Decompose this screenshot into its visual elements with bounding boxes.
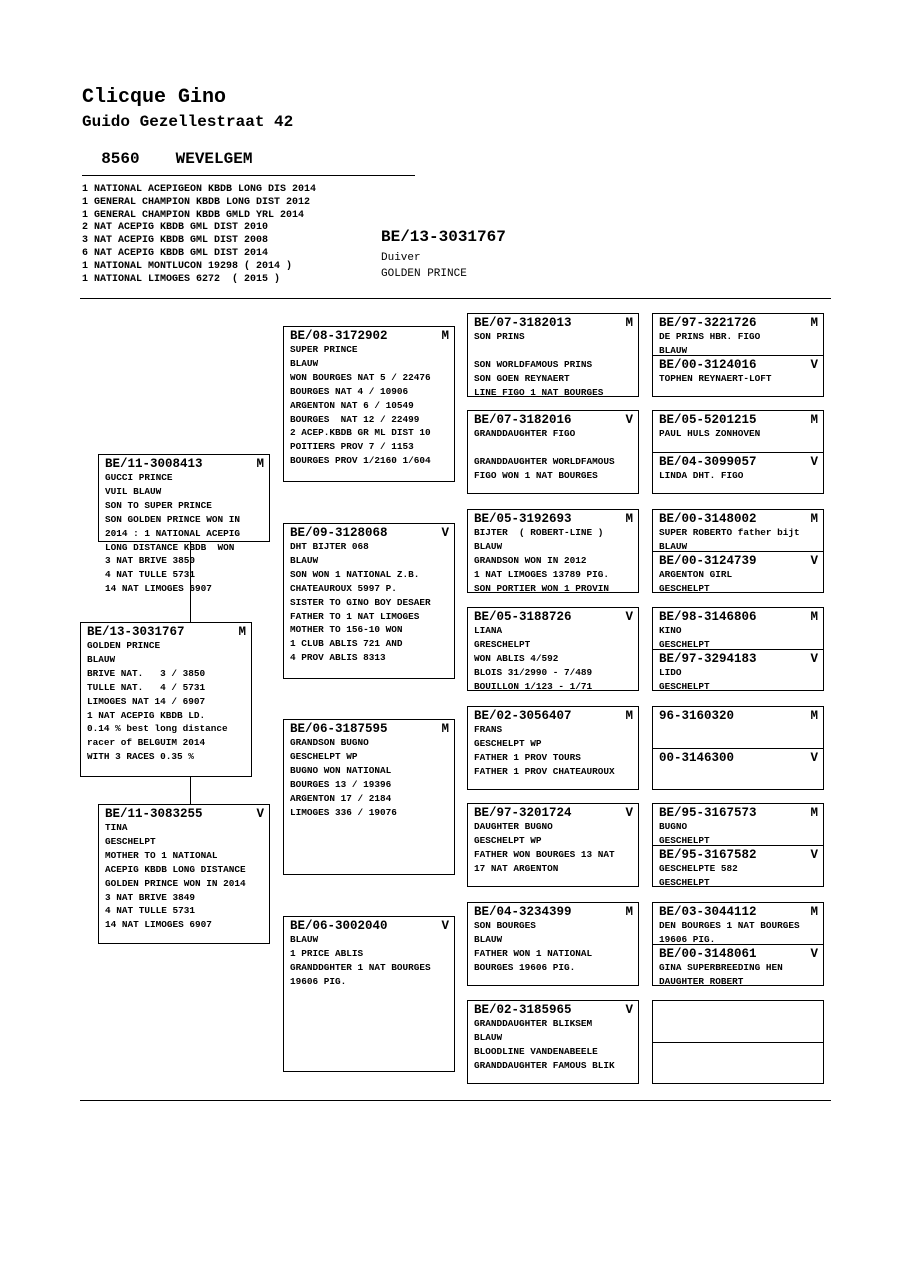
sex-marker: M: [441, 722, 449, 736]
bird-section: [468, 804, 638, 886]
info-line: DAUGHTER ROBERT: [659, 975, 744, 987]
info-line: SON WORLDFAMOUS PRINS: [474, 358, 593, 370]
ring-number: BE/09-3128068: [290, 526, 388, 540]
ring-number: BE/07-3182016: [474, 413, 572, 427]
info-line: racer of BELGUIM 2014: [87, 737, 206, 749]
pedigree-bottom-divider: [80, 1100, 831, 1101]
info-line: LIMOGES NAT 14 / 6907: [87, 695, 206, 707]
info-line: 14 NAT LIMOGES 6907: [105, 919, 212, 931]
info-line: BOURGES PROV 1/2160 1/604: [290, 455, 431, 467]
info-line: POITIERS PROV 7 / 1153: [290, 441, 414, 453]
achievement-item: 1 NATIONAL MONTLUCON 19298 ( 2014 ): [82, 260, 293, 272]
bird-section-dam: [653, 649, 823, 690]
info-line: 1 NAT ACEPIG KBDB LD.: [87, 709, 206, 721]
ring-row: [290, 722, 449, 736]
ring-row: [659, 610, 818, 624]
bird-section-dam: [653, 551, 823, 592]
ring-number: BE/06-3002040: [290, 919, 388, 933]
info-line: 2 ACEP.KBDB GR ML DIST 10: [290, 427, 431, 439]
ring-row: [659, 848, 818, 862]
info-line: GRESCHELPT: [474, 638, 531, 650]
info-line: BLAUW: [87, 653, 116, 665]
sex-marker: V: [810, 848, 818, 862]
ring-row: [659, 806, 818, 820]
subject-sex-label: Duiver: [381, 252, 421, 264]
owner-address: [82, 135, 252, 167]
ring-number: 96-3160320: [659, 709, 735, 723]
info-line: BLAUW: [474, 933, 503, 945]
ring-row: [474, 413, 633, 427]
ring-row: [105, 807, 264, 821]
info-line: BOURGES NAT 4 / 10906: [290, 385, 409, 397]
info-line: GRANDDAUGHTER FAMOUS BLIK: [474, 1059, 615, 1071]
sex-marker: V: [810, 358, 818, 372]
info-line: FATHER TO 1 NAT LIMOGES: [290, 610, 420, 622]
bird-section: [284, 720, 454, 874]
bird-section: [284, 524, 454, 678]
ring-number: BE/95-3167573: [659, 806, 757, 820]
info-line: LIANA: [474, 625, 503, 636]
info-line: 4 NAT TULLE 5731: [105, 569, 196, 581]
info-line: FATHER 1 PROV CHATEAUROUX: [474, 765, 615, 777]
info-line: GESCHELPT: [659, 834, 710, 846]
sex-marker: M: [238, 625, 246, 639]
info-line: GRANDDAUGHTER WORLDFAMOUS: [474, 455, 615, 467]
info-line: BLAUW: [290, 357, 319, 369]
info-line: DEN BOURGES 1 NAT BOURGES: [659, 920, 800, 931]
ring-row: [659, 905, 818, 919]
info-line: BUGNO: [659, 821, 688, 832]
subject-header: [381, 228, 506, 282]
bird-section: [468, 707, 638, 789]
pedigree-box-gen4-6[interactable]: [467, 803, 639, 887]
achievement-item: 2 NAT ACEPIG KBDB GML DIST 2010: [82, 222, 269, 234]
header-divider: [82, 175, 415, 176]
info-line: LINE FIGO 1 NAT BOURGES: [474, 386, 604, 398]
sex-marker: M: [810, 512, 818, 526]
ring-row: [474, 610, 633, 624]
info-line: BUGNO WON NATIONAL: [290, 764, 392, 776]
bird-section-dam: [653, 1042, 823, 1083]
info-line: BOURGES 13 / 19396: [290, 778, 392, 790]
info-line: BLAUW: [659, 540, 688, 552]
ring-row: [474, 1003, 633, 1017]
info-line: GOLDEN PRINCE WON IN 2014: [105, 877, 246, 889]
info-line: GESCHELPT: [659, 680, 710, 692]
ring-number: BE/00-3148002: [659, 512, 757, 526]
pedigree-box-gen3-4[interactable]: [283, 916, 455, 1072]
info-line: BRIVE NAT. 3 / 3850: [87, 667, 206, 679]
pedigree-box-gen1-1[interactable]: [80, 622, 252, 777]
ring-row: [659, 358, 818, 372]
info-line: CHATEAUROUX 5997 P.: [290, 582, 397, 594]
ring-number: BE/05-5201215: [659, 413, 757, 427]
sex-marker: V: [625, 413, 633, 427]
info-line: MOTHER TO 156-10 WON: [290, 624, 403, 636]
info-line: SON PORTIER WON 1 PROVIN: [474, 582, 610, 594]
pedigree-box-gen4-3[interactable]: [467, 509, 639, 593]
sex-marker: V: [810, 652, 818, 666]
bird-section-dam: [653, 748, 823, 789]
owner-city: WEVELGEM: [175, 150, 253, 168]
ring-row: [474, 512, 633, 526]
ring-row: [659, 652, 818, 666]
owner-postal: 8560: [101, 150, 140, 168]
pedigree-box-gen4-8[interactable]: [467, 1000, 639, 1084]
achievement-item: 1 NATIONAL ACEPIGEON KBDB LONG DIS 2014: [82, 184, 317, 195]
ring-number: BE/04-3234399: [474, 905, 572, 919]
info-line: GOLDEN PRINCE: [87, 640, 161, 651]
info-line: BOUILLON 1/123 - 1/71: [474, 680, 593, 692]
ring-number: BE/05-3188726: [474, 610, 572, 624]
pedigree-box-gen4-4[interactable]: [467, 607, 639, 691]
info-line: LIDO: [659, 667, 682, 678]
info-line: 2014 : 1 NATIONAL ACEPIG: [105, 527, 241, 539]
ring-row: [659, 554, 818, 568]
info-line: SISTER TO GINO BOY DESAER: [290, 596, 431, 608]
pedigree-box-gen5-4[interactable]: [652, 607, 824, 691]
ring-number: BE/02-3185965: [474, 1003, 572, 1017]
ring-number: BE/07-3182013: [474, 316, 572, 330]
sex-marker: M: [810, 316, 818, 330]
info-line: 0.14 % best long distance: [87, 723, 228, 735]
info-line: GINA SUPERBREEDING HEN: [659, 962, 783, 973]
bird-section: [468, 903, 638, 985]
pedigree-box-gen3-2[interactable]: [283, 523, 455, 679]
bird-section: [468, 608, 638, 690]
info-line: BOURGES 19606 PIG.: [474, 961, 576, 973]
sex-marker: M: [810, 709, 818, 723]
info-line: BLOIS 31/2990 - 7/489: [474, 666, 593, 678]
owner-name: Clicque Gino: [82, 86, 227, 109]
info-line: ARGENTON GIRL: [659, 569, 733, 580]
ring-number: BE/13-3031767: [87, 625, 185, 639]
bird-section-sire: [653, 510, 823, 551]
sex-marker: M: [625, 709, 633, 723]
sex-marker: V: [625, 1003, 633, 1017]
achievement-item: 6 NAT ACEPIG KBDB GML DIST 2014: [82, 247, 269, 259]
sex-marker: M: [256, 457, 264, 471]
bird-section-dam: [653, 452, 823, 493]
bird-section: [284, 327, 454, 481]
achievement-item: 3 NAT ACEPIG KBDB GML DIST 2008: [82, 235, 269, 247]
info-line: 19606 PIG.: [290, 975, 347, 987]
ring-number: BE/05-3192693: [474, 512, 572, 526]
sex-marker: M: [625, 316, 633, 330]
info-line: GRANDSON BUGNO: [290, 737, 369, 748]
info-line: GRANDDGHTER 1 NAT BOURGES: [290, 961, 431, 973]
info-line: FATHER WON BOURGES 13 NAT: [474, 848, 615, 860]
info-line: GESCHELPT: [105, 835, 156, 847]
sex-marker: V: [810, 947, 818, 961]
pedigree-box-gen4-2[interactable]: [467, 410, 639, 494]
pedigree-box-gen4-1[interactable]: [467, 313, 639, 397]
bird-section-dam: [653, 845, 823, 886]
bird-section: [284, 917, 454, 1071]
ring-number: BE/03-3044112: [659, 905, 757, 919]
info-line: SON BOURGES: [474, 920, 536, 931]
ring-row: [474, 316, 633, 330]
ring-number: BE/06-3187595: [290, 722, 388, 736]
ring-row: [659, 947, 818, 961]
sex-marker: M: [810, 610, 818, 624]
ring-row: [474, 905, 633, 919]
info-line: GRANDDAUGHTER BLIKSEM: [474, 1018, 593, 1029]
info-line: GESCHELPT WP: [474, 834, 542, 846]
bird-section-sire: [653, 314, 823, 355]
bird-section: [81, 623, 251, 776]
bird-section: [468, 510, 638, 592]
pedigree-box-gen5-2[interactable]: [652, 410, 824, 494]
ring-number: BE/00-3124016: [659, 358, 757, 372]
info-line: VUIL BLAUW: [105, 485, 162, 497]
connector-dam: [190, 777, 191, 804]
info-line: FATHER WON 1 NATIONAL: [474, 947, 593, 959]
ring-row: [659, 455, 818, 469]
pedigree-box-gen4-5[interactable]: [467, 706, 639, 790]
ring-number: BE/00-3148061: [659, 947, 757, 961]
info-line: WON BOURGES NAT 5 / 22476: [290, 371, 431, 383]
info-line: LIMOGES 336 / 19076: [290, 806, 397, 818]
sex-marker: V: [441, 919, 449, 933]
ring-row: [290, 919, 449, 933]
ring-row: [290, 329, 449, 343]
info-line: BLAUW: [290, 934, 319, 945]
ring-row: [659, 413, 818, 427]
sex-marker: V: [625, 610, 633, 624]
info-line: ARGENTON NAT 6 / 10549: [290, 399, 414, 411]
bird-section: [99, 805, 269, 943]
info-line: DAUGHTER BUGNO: [474, 821, 553, 832]
achievement-item: 1 GENERAL CHAMPION KBDB LONG DIST 2012: [82, 196, 311, 208]
sex-marker: M: [625, 512, 633, 526]
ring-number: BE/97-3201724: [474, 806, 572, 820]
achievement-item: 1 NATIONAL LIMOGES 6272 ( 2015 ): [82, 273, 281, 285]
pedigree-box-gen3-3[interactable]: [283, 719, 455, 875]
sex-marker: M: [441, 329, 449, 343]
info-line: GESCHELPT WP: [474, 737, 542, 749]
bird-section: [99, 455, 269, 595]
bird-section: [468, 411, 638, 493]
info-line: GESCHELPT: [659, 876, 710, 888]
ring-row: [659, 316, 818, 330]
ring-number: BE/11-3083255: [105, 807, 203, 821]
achievements-list: [82, 184, 316, 286]
ring-number: BE/08-3172902: [290, 329, 388, 343]
sex-marker: V: [256, 807, 264, 821]
pedigree-box-gen5-5[interactable]: [652, 706, 824, 790]
info-line: BLAUW: [474, 1031, 503, 1043]
info-line: [474, 344, 633, 358]
bird-section-dam: [653, 355, 823, 396]
info-line: SON PRINS: [474, 331, 525, 342]
sex-marker: V: [810, 554, 818, 568]
bird-section: [468, 1001, 638, 1083]
bird-section-sire: [653, 608, 823, 649]
bird-section-sire: [653, 411, 823, 452]
info-line: BLAUW: [474, 540, 503, 552]
pedigree-box-gen3-1[interactable]: [283, 326, 455, 482]
ring-number: BE/04-3099057: [659, 455, 757, 469]
info-line: BOURGES NAT 12 / 22499: [290, 413, 420, 425]
info-line: 1 PRICE ABLIS: [290, 947, 364, 959]
info-line: KINO: [659, 625, 682, 636]
info-line: BLAUW: [290, 554, 319, 566]
owner-street: Guido Gezellestraat 42: [82, 113, 294, 131]
subject-ring: BE/13-3031767: [381, 228, 506, 246]
ring-number: 00-3146300: [659, 751, 735, 765]
info-line: LINDA DHT. FIGO: [659, 470, 744, 481]
info-line: TOPHEN REYNAERT-LOFT: [659, 373, 772, 384]
sex-marker: V: [625, 806, 633, 820]
info-line: 1 CLUB ABLIS 721 AND: [290, 638, 403, 650]
info-line: BIJTER ( ROBERT-LINE ): [474, 527, 604, 538]
pedigree-box-gen2-2[interactable]: [98, 804, 270, 944]
ring-row: [659, 751, 818, 765]
info-line: BLOODLINE VANDENABEELE: [474, 1045, 598, 1057]
info-line: PAUL HULS ZONHOVEN: [659, 428, 761, 439]
info-line: 19606 PIG.: [659, 933, 716, 945]
ring-number: BE/97-3294183: [659, 652, 757, 666]
info-line: BLAUW: [659, 344, 688, 356]
info-line: WON ABLIS 4/592: [474, 652, 559, 664]
info-line: FATHER 1 PROV TOURS: [474, 751, 581, 763]
subject-name: GOLDEN PRINCE: [381, 268, 467, 280]
info-line: LONG DISTANCE KBDB WON: [105, 541, 235, 553]
pedigree-top-divider: [80, 298, 831, 299]
info-line: 3 NAT BRIVE 3850: [105, 555, 196, 567]
info-line: GRANDDAUGHTER FIGO: [474, 428, 576, 439]
info-line: ARGENTON 17 / 2184: [290, 792, 392, 804]
achievement-item: 1 GENERAL CHAMPION KBDB GMLD YRL 2014: [82, 209, 305, 221]
pedigree-box-gen5-7[interactable]: [652, 902, 824, 986]
info-line: FRANS: [474, 724, 503, 735]
ring-number: BE/98-3146806: [659, 610, 757, 624]
info-line: SON WON 1 NATIONAL Z.B.: [290, 568, 420, 580]
bird-section-sire: [653, 903, 823, 944]
info-line: 4 NAT TULLE 5731: [105, 905, 196, 917]
ring-row: [659, 709, 818, 723]
ring-number: BE/11-3008413: [105, 457, 203, 471]
pedigree-box-gen5-1[interactable]: [652, 313, 824, 397]
info-line: TINA: [105, 822, 128, 833]
bird-section-sire: [653, 1001, 823, 1042]
sex-marker: M: [810, 413, 818, 427]
info-line: GESCHELPT: [659, 582, 710, 594]
info-line: 17 NAT ARGENTON: [474, 862, 559, 874]
info-line: GESCHELPT WP: [290, 750, 358, 762]
ring-row: [474, 709, 633, 723]
info-line: SUPER ROBERTO father bijt: [659, 527, 800, 538]
info-line: GUCCI PRINCE: [105, 472, 173, 483]
ring-row: [659, 512, 818, 526]
info-line: ACEPIG KBDB LONG DISTANCE: [105, 863, 246, 875]
sex-marker: V: [810, 751, 818, 765]
info-line: GESCHELPTE 582: [659, 863, 738, 874]
pedigree-box-gen5-8[interactable]: [652, 1000, 824, 1084]
sex-marker: V: [810, 455, 818, 469]
info-line: SON TO SUPER PRINCE: [105, 499, 212, 511]
info-line: MOTHER TO 1 NATIONAL: [105, 849, 218, 861]
info-line: DE PRINS HBR. FIGO: [659, 331, 761, 342]
info-line: 14 NAT LIMOGES 6907: [105, 583, 212, 595]
info-line: 3 NAT BRIVE 3849: [105, 891, 196, 903]
ring-number: BE/97-3221726: [659, 316, 757, 330]
sex-marker: M: [810, 806, 818, 820]
ring-row: [87, 625, 246, 639]
ring-number: BE/00-3124739: [659, 554, 757, 568]
info-line: 1 NAT LIMOGES 13789 PIG.: [474, 568, 610, 580]
info-line: WITH 3 RACES 0.35 %: [87, 751, 194, 763]
pedigree-box-gen5-6[interactable]: [652, 803, 824, 887]
bird-section-dam: [653, 944, 823, 985]
bird-section-sire: [653, 804, 823, 845]
ring-number: BE/95-3167582: [659, 848, 757, 862]
bird-section-sire: [653, 707, 823, 748]
info-line: TULLE NAT. 4 / 5731: [87, 681, 206, 693]
ring-row: [290, 526, 449, 540]
sex-marker: V: [441, 526, 449, 540]
pedigree-box-gen2-1[interactable]: [98, 454, 270, 595]
info-line: 4 PROV ABLIS 8313: [290, 652, 386, 664]
pedigree-box-gen5-3[interactable]: [652, 509, 824, 593]
sex-marker: M: [810, 905, 818, 919]
bird-section: [468, 314, 638, 396]
info-line: GRANDSON WON IN 2012: [474, 554, 587, 566]
ring-number: BE/02-3056407: [474, 709, 572, 723]
ring-row: [105, 457, 264, 471]
info-line: SUPER PRINCE: [290, 344, 358, 355]
sex-marker: M: [625, 905, 633, 919]
info-line: SON GOLDEN PRINCE WON IN: [105, 513, 241, 525]
info-line: FIGO WON 1 NAT BOURGES: [474, 469, 598, 481]
info-line: [474, 441, 633, 455]
pedigree-box-gen4-7[interactable]: [467, 902, 639, 986]
info-line: SON GOEN REYNAERT: [474, 372, 570, 384]
info-line: DHT BIJTER 068: [290, 541, 369, 552]
ring-row: [474, 806, 633, 820]
info-line: GESCHELPT: [659, 638, 710, 650]
